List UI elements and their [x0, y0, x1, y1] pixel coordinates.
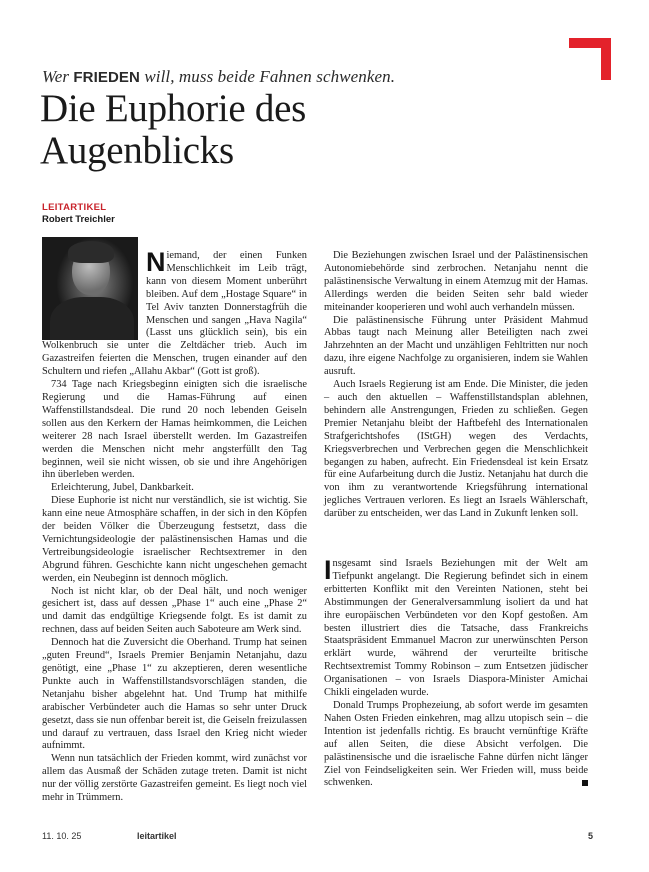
- footer-section: leitartikel: [137, 831, 177, 841]
- kicker-bold: FRIEDEN: [73, 69, 140, 86]
- paragraph: 734 Tage nach Kriegsbeginn einigten sich die israelische Regierung und die Hamas-Führung auf einen Waffenstillstandsdeal. Die rund 20 noch lebenden Geiseln sollen aus den Kerkern der Hamas heimkommen, die Leichen weiterer 28 nach Israel überstellt werden. Im Gazastreifen werden die Menschen nicht mehr angsterfüllt den Tag beginnen, weil sie nicht wissen, ob sie und ihre Angehörigen ihn überleben werden.: [42, 379, 307, 481]
- drop-cap: I: [324, 555, 332, 586]
- footer-date: 11. 10. 25: [42, 831, 82, 841]
- paragraph: Dennoch hat die Zuversicht die Oberhand. Trump hat seinen „guten Freund“, Israels Premier Benjamin Netanjahu, dazu genötigt, eine „Phase 1“ zu akzeptieren, deren wesentliche Punkte auch in Waffenstillstandsvorschlägen standen, die Netanjahu bisher abgelehnt hat. Und Trump hat mithilfe arabischer Verbündeter auch die Hamas so sehr unter Druck gesetzt, dass sie nun offenbar bereit ist, die Geiseln freizulassen und darauf zu vertrauen, dass Israel den Krieg nicht wieder aufnimmt.: [42, 637, 307, 752]
- paragraph: Diese Euphorie ist nicht nur verständlich, sie ist wichtig. Sie kann eine neue Atmosphäre schaffen, in der sich in den Köpfen der beiden Völker die Überzeugung festsetzt, dass die Vernichtungsideologie der palästinensischen Hamas und die Vertreibungsideologie israelischer Rechtsextremer in den Abgrund führen. Geschichte kann nicht ungeschehen gemacht werden, ein Neubeginn ist dennoch möglich.: [42, 495, 307, 584]
- paragraph: Die palästinensische Führung unter Präsident Mahmud Abbas taugt nach Meinung aller Beteiligten nach zwei Jahrzehnten an der Macht und unzähligen Fehltritten nur noch dazu, ihre eigene Nachfolge zu organisieren, indem sie Wahlen ausruft.: [324, 314, 588, 378]
- kicker-post: will, muss beide Fahnen schwenken.: [139, 67, 396, 86]
- corner-bracket-mark: [569, 38, 611, 80]
- kicker-line: [42, 67, 395, 87]
- author-name: Robert Treichler: [42, 214, 115, 225]
- headline: [40, 88, 306, 172]
- article-column-left: [42, 247, 307, 805]
- paragraph: Donald Trumps Prophezeiung, ab sofort werde im gesamten Nahen Osten Frieden einkehren, mag allzu utopisch sein – die Intention ist jedenfalls richtig. Es braucht vernünftige Kräfte auf allen Seiten, die diese Absicht verfolgen. Die palästinensische und die israelische Fahne dürfen nicht länger Ziel von Feindseligkeiten sein. Wer Frieden will, muss beide schwenken.: [324, 700, 588, 789]
- paragraph: Wenn nun tatsächlich der Frieden kommt, wird zunächst vor allem das Ausmaß der Schäden zutage treten. Damit ist nicht nur der völlig zerstörte Gazastreifen gemeint. Es liegt noch viel mehr in Trümmern.: [42, 753, 307, 804]
- paragraph: Niemand, der einen Funken Menschlichkeit im Leib trägt, kann von diesem Moment unberührt bleiben. Auf dem „Hostage Square“ in Tel Aviv tanzten Donnerstagfrüh die Menschen und sangen „Hava Nagila“ (Lasst uns glücklich sein), bis ein Wolkenbruch sie unter die Zeltdächer trieb. Auch im Gazastreifen feierten die Menschen, trugen einander auf den Schultern und riefen „Allahu Akbar“ (Gott ist groß).: [42, 247, 307, 378]
- headline-line-2: Augenblicks: [40, 129, 234, 172]
- drop-cap: N: [146, 247, 166, 277]
- page-number: 5: [588, 831, 594, 841]
- paragraph: Noch ist nicht klar, ob der Deal hält, und noch weniger gesichert ist, dass auf dessen „Phase 1“ auch eine „Phase 2“ und damit das endgültige Kriegsende folgt. Es ist damit zu rechnen, dass auf beiden Seiten auch Saboteure am Werk sind.: [42, 585, 307, 636]
- section-label: LEITARTIKEL: [42, 202, 107, 213]
- paragraph: Erleichterung, Jubel, Dankbarkeit.: [51, 482, 194, 494]
- article-column-right: [324, 250, 588, 790]
- paragraph: Auch Israels Regierung ist am Ende. Die Minister, die jeden – auch den aktuellen – Waffenstillstandsplan ablehnen, behindern alle Anstrengungen, Frieden zu schließen. Gegen Premier Netanjahu bleibt der Haftbefehl des Internationalen Strafgerichtshofes (IStGH) wegen des Verdachts, Kriegsverbrechen und Verbrechen gegen die Menschlichkeit begangen zu haben, aufrecht. Ein Friedensdeal ist kein Ersatz für eine Aufarbeitung durch die Justiz. Netanjahu hat durch die von ihm zu verantwortende Kriegsführung international jegliches Vertrauen verloren. Es liegt an Israels Wählerschaft, darüber zu entscheiden, wer das Land in Zukunft lenken soll.: [324, 379, 588, 520]
- kicker-pre: Wer: [42, 67, 74, 86]
- paragraph: Die Beziehungen zwischen Israel und der Palästinensischen Autonomiebehörde sind zerbrochen. Netanjahu nennt die palästinensische Verwaltung in einem Atemzug mit der Hamas. Allerdings werden die beiden Seiten sehr bald wieder miteinander kooperieren und wohl auch verhandeln müssen.: [324, 250, 588, 313]
- paragraph: Insgesamt sind Israels Beziehungen mit der Welt am Tiefpunkt angelangt. Die Regierung befindet sich in einem erbitterten Konflikt mit den Vereinten Nationen, steht bei Abstimmungen der Generalversammlung isoliert da und hat ihre europäischen Verbündeten vor den Kopf gestoßen. Am besten illustriert dies die Tatsache, dass Frankreichs Staatspräsident Emmanuel Macron zur unerwünschten Person erklärt wurde, während der verurteilte britische Rechtsextremist Tommy Robinson – zum Entsetzen jüdischer Organisationen – von Israels Diaspora-Minister Amichai Chikli eingeladen wurde.: [324, 555, 588, 699]
- end-mark-icon: [582, 780, 588, 786]
- headline-line-1: Die Euphorie des: [40, 87, 306, 130]
